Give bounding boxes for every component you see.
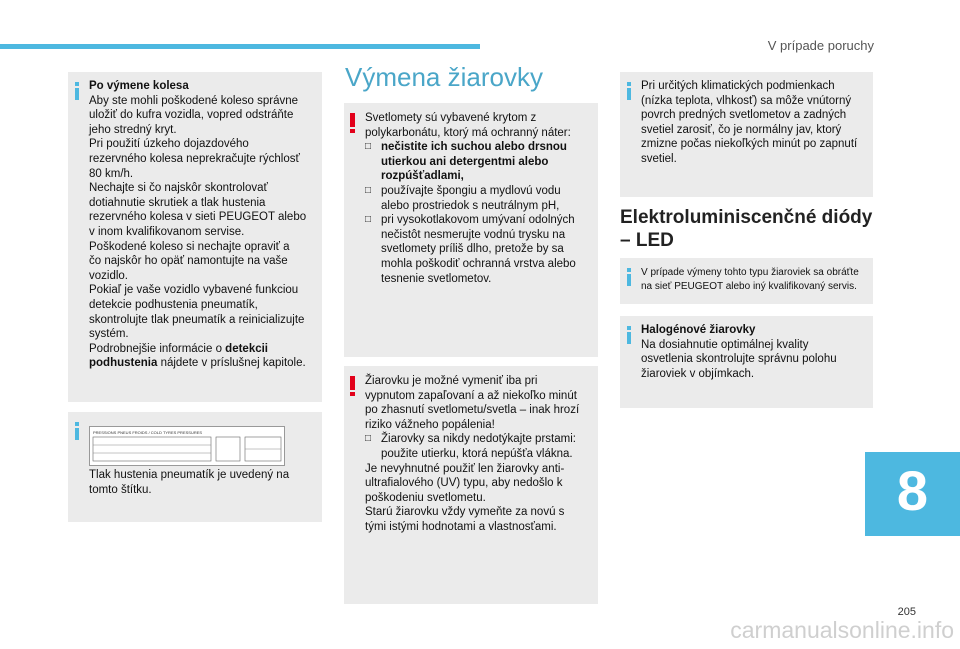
info-box-wheel-change: Po výmene kolesa Aby ste mohli poškodené koleso správne uložiť do kufra vozidla, vopred odstráňte jeho stredný kryt. Pri použití úzkeho dojazdového rezervného kolesa neprekračujte rýchlosť 80 km/h. Nechajte si čo najskôr skontrolovať dotiahnutie skrutiek a tlak hustenia rezervného kolesa v sieti PEUGEOT alebo v inom kvalifikovanom servise. Poškodené koleso si nechajte opraviť a čo najskôr ho opäť namontujte na vaše vozidlo. Pokiaľ je vaše vozidlo vybavené funkciou detekcie podhustenia pneumatík, skontrolujte tlak pneumatík a reinicializujte systém. Podrobnejšie informácie o detekcii podhustenia nájdete v príslušnej kapitole. (68, 72, 322, 402)
watermark: carmanualsonline.info (730, 617, 954, 643)
warning-icon (350, 113, 355, 133)
info-icon (75, 422, 79, 440)
box-title: Po výmene kolesa (89, 80, 189, 92)
box-title: Halogénové žiarovky (641, 324, 756, 336)
warning-box-bulb-replacement: Žiarovku je možné vymeniť iba pri vypnutom zapaľovaní a až niekoľko minút po zhasnutí svetlometu/svetla – inak hrozí riziko vážneho popálenia! □ Žiarovky sa nikdy nedotýkajte prstami: použite utierku, ktorá nepúšťa vlákna. Je nevyhnutné použiť len žiarovky anti- ultrafialového (UV) typu, aby nedošlo k poškodeniu svetlometu. Starú žiarovku vždy vymeňte za novú s tými istými hodnotami a vlastnosťami. (344, 366, 598, 604)
info-box-condensation: Pri určitých klimatických podmienkach (nízka teplota, vlhkosť) sa môže vnútorný povrch predných svetlometov a zadných svetiel zarosiť, čo je normálny jav, ktorý zmizne počas niekoľkých minút po zapnutí svetiel. (620, 72, 873, 197)
list-item: □ pri vysokotlakovom umývaní odolných nečistôt nesmerujte vodnú trysku na svetlomety príliš dlho, pretože by sa mohla poškodiť ochranná vrstva alebo tesnenie svetlometov. (365, 214, 576, 285)
tyre-pressure-label-image (89, 426, 285, 466)
info-icon (627, 268, 631, 286)
svg-text:PRESSIONS PNEUS FROIDS / COLD: PRESSIONS PNEUS FROIDS / COLD TYRES PRESSURES (93, 430, 203, 435)
info-icon (75, 82, 79, 100)
info-box-halogen: Halogénové žiarovky Na dosiahnutie optimálnej kvality osvetlenia skontrolujte správnu polohu žiaroviek v objímkach. (620, 316, 873, 408)
header-accent-bar (0, 44, 480, 49)
info-box-led: V prípade výmeny tohto typu žiaroviek sa obráťte na sieť PEUGEOT alebo iný kvalifikovaný servis. (620, 258, 873, 304)
info-box-tyre-label: PRESSIONS PNEUS FROIDS / COLD TYRES PRESSURES Tlak hustenia pneumatík je uvedený na tomto štítku. (68, 412, 322, 522)
list-item: □ používajte špongiu a mydlovú vodu alebo prostriedok s neutrálnym pH, (365, 184, 561, 212)
page-title: Výmena žiarovky (345, 62, 543, 92)
led-section-heading: Elektroluminiscenčné diódy – LED (620, 207, 873, 251)
list-item: □ Žiarovky sa nikdy nedotýkajte prstami: použite utierku, ktorá nepúšťa vlákna. (365, 433, 576, 460)
info-icon (627, 326, 631, 344)
warning-box-headlamp-cleaning: Svetlomety sú vybavené krytom z polykarbonátu, ktorý má ochranný náter: □ nečistite ich suchou alebo drsnou utierkou ani detergentmi alebo rozpúšťadlami, □ používajte špongiu a mydlovú vodu alebo prostriedok s neutrálnym pH, □ pri vysokotlakovom umývaní odolných nečistôt nesmerujte vodnú trysku na svetlomety príliš dlho, pretože by sa mohla poškodiť ochranná vrstva alebo tesnenie svetlometov. (344, 103, 598, 357)
info-icon (627, 82, 631, 100)
chapter-tab (865, 452, 960, 536)
section-title: V prípade poruchy (767, 38, 874, 53)
page-number: 205 (897, 606, 916, 618)
list-item: □ nečistite ich suchou alebo drsnou utierkou ani detergentmi alebo rozpúšťadlami, (365, 141, 567, 183)
warning-icon (350, 376, 355, 396)
chapter-number: 8 (896, 459, 929, 522)
